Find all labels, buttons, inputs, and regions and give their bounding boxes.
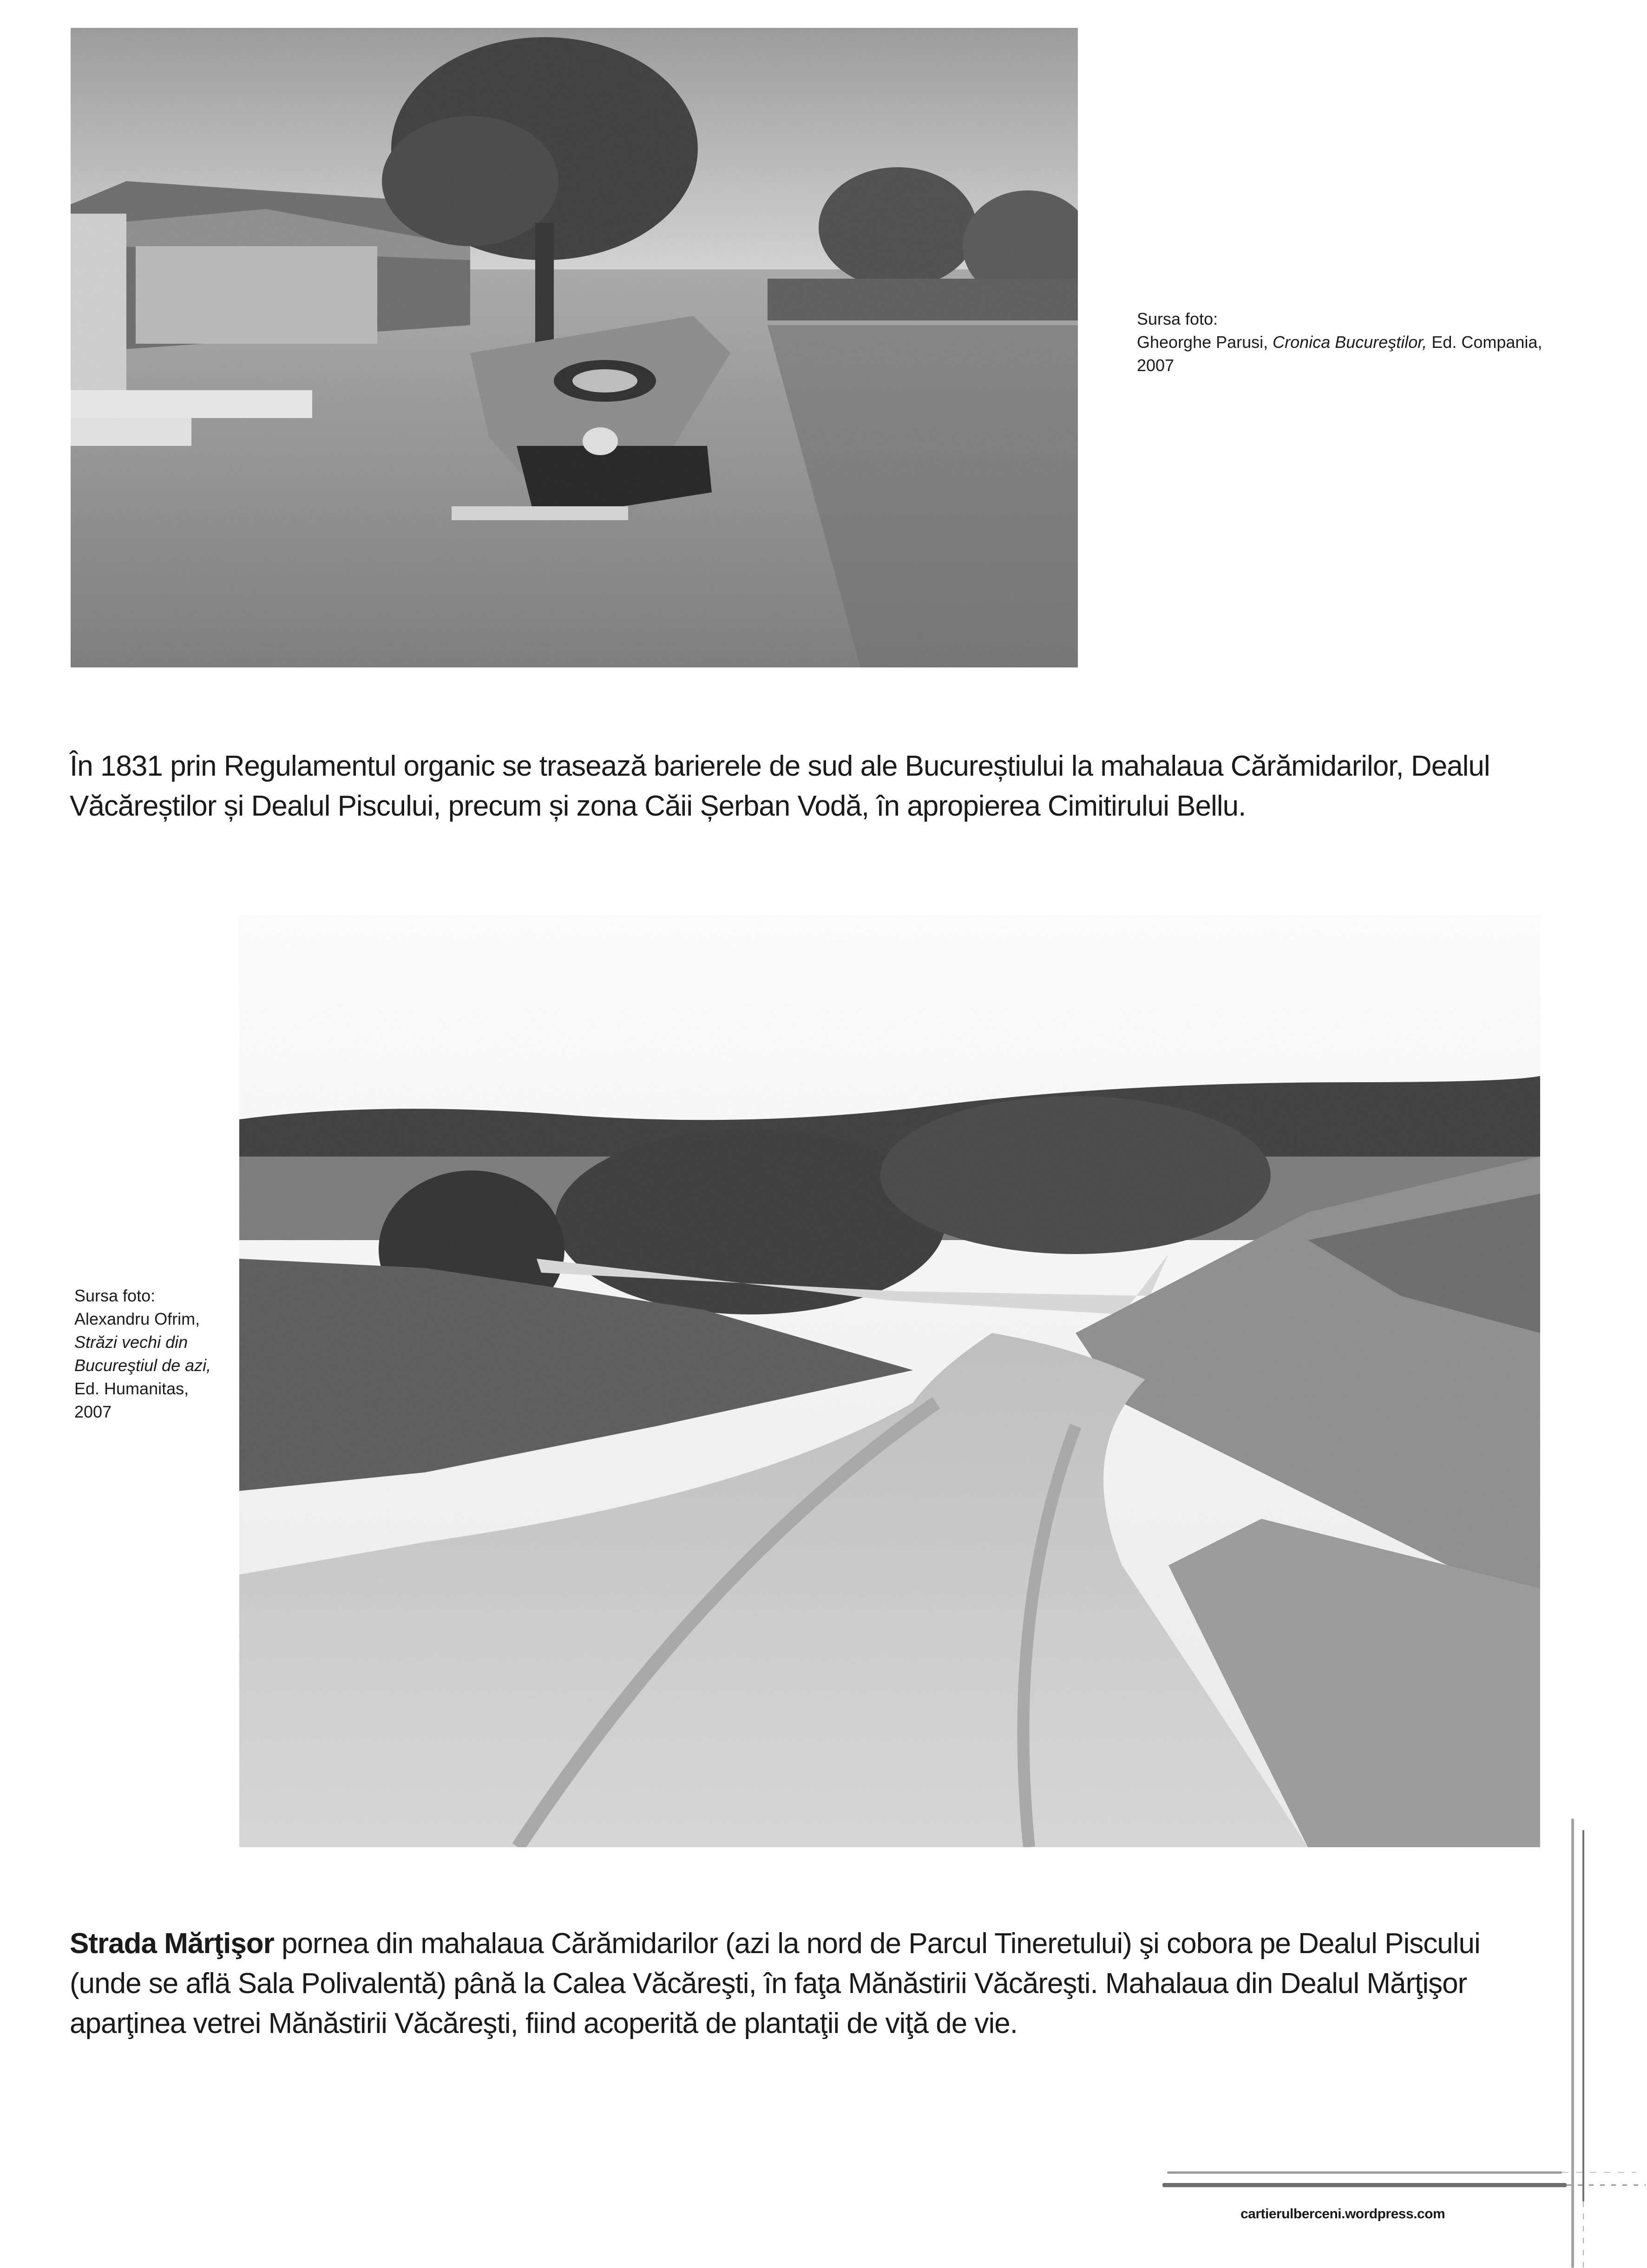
photo-credit-caption [1137,307,1555,377]
caption-author: Gheorghe Parusi, [1137,333,1273,352]
caption-publisher: Ed. Humanitas, 2007 [74,1379,189,1421]
decorative-vertical-rule-dashed [1583,2202,1584,2268]
historic-photo-street-trench [71,28,1078,667]
photo-street-trench-image [71,28,1078,667]
caption-source [74,1307,228,1424]
caption-book-title: Străzi vechi din Bucureştiul de azi, [74,1333,211,1375]
street-name-bold: Strada Mărţişor [70,1928,274,1960]
caption-publisher: Ed. Compania, 2007 [1137,333,1542,375]
photo-martisor-road-image [239,915,1540,1847]
decorative-horizontal-rule-dashed [1562,2172,1636,2173]
caption-book-title: Cronica Bucureştilor, [1273,333,1427,352]
decorative-horizontal-rule-dashed [1567,2184,1646,2186]
caption-label: Sursa foto: [1137,309,1218,328]
decorative-vertical-rule [1582,1830,1584,2202]
decorative-horizontal-rule [1167,2171,1562,2174]
paragraph-barriers-1831: În 1831 prin Regulamentul organic se trasează barierele de sud ale Bucureștiului la mahalaua Cărămidarilor, Dealul Văcăreștilor și Dealul Piscului, precum și zona Căii Șerban Vodă, în apropierea Cimitirului Bellu. [70,750,1490,822]
caption-label: Sursa foto: [74,1286,156,1305]
site-url-footer: cartierulberceni.wordpress.com [1240,2206,1445,2222]
historic-photo-martisor-road [239,915,1540,1847]
caption-author: Alexandru Ofrim, [74,1309,200,1328]
paragraph-strada-martisor [70,1924,1533,2044]
decorative-vertical-rule [1571,1818,1574,2268]
photo-credit-caption [74,1284,228,1424]
decorative-horizontal-rule [1162,2183,1567,2187]
paragraph-body: pornea din mahalaua Cărămidarilor (azi la nord de Parcul Tineretului) şi cobora pe Dealul Piscului (unde se aflä Sala Polivalentă) până la Calea Văcăreşti, în faţa Mănăstirii Văcăreşti. Mahalaua din Dealul Mărţişor aparţinea vetrei Mănăstirii Văcăreşti, fiind acoperită de plantaţii de viţă de vie. [70,1928,1480,2039]
caption-source [1137,331,1555,377]
